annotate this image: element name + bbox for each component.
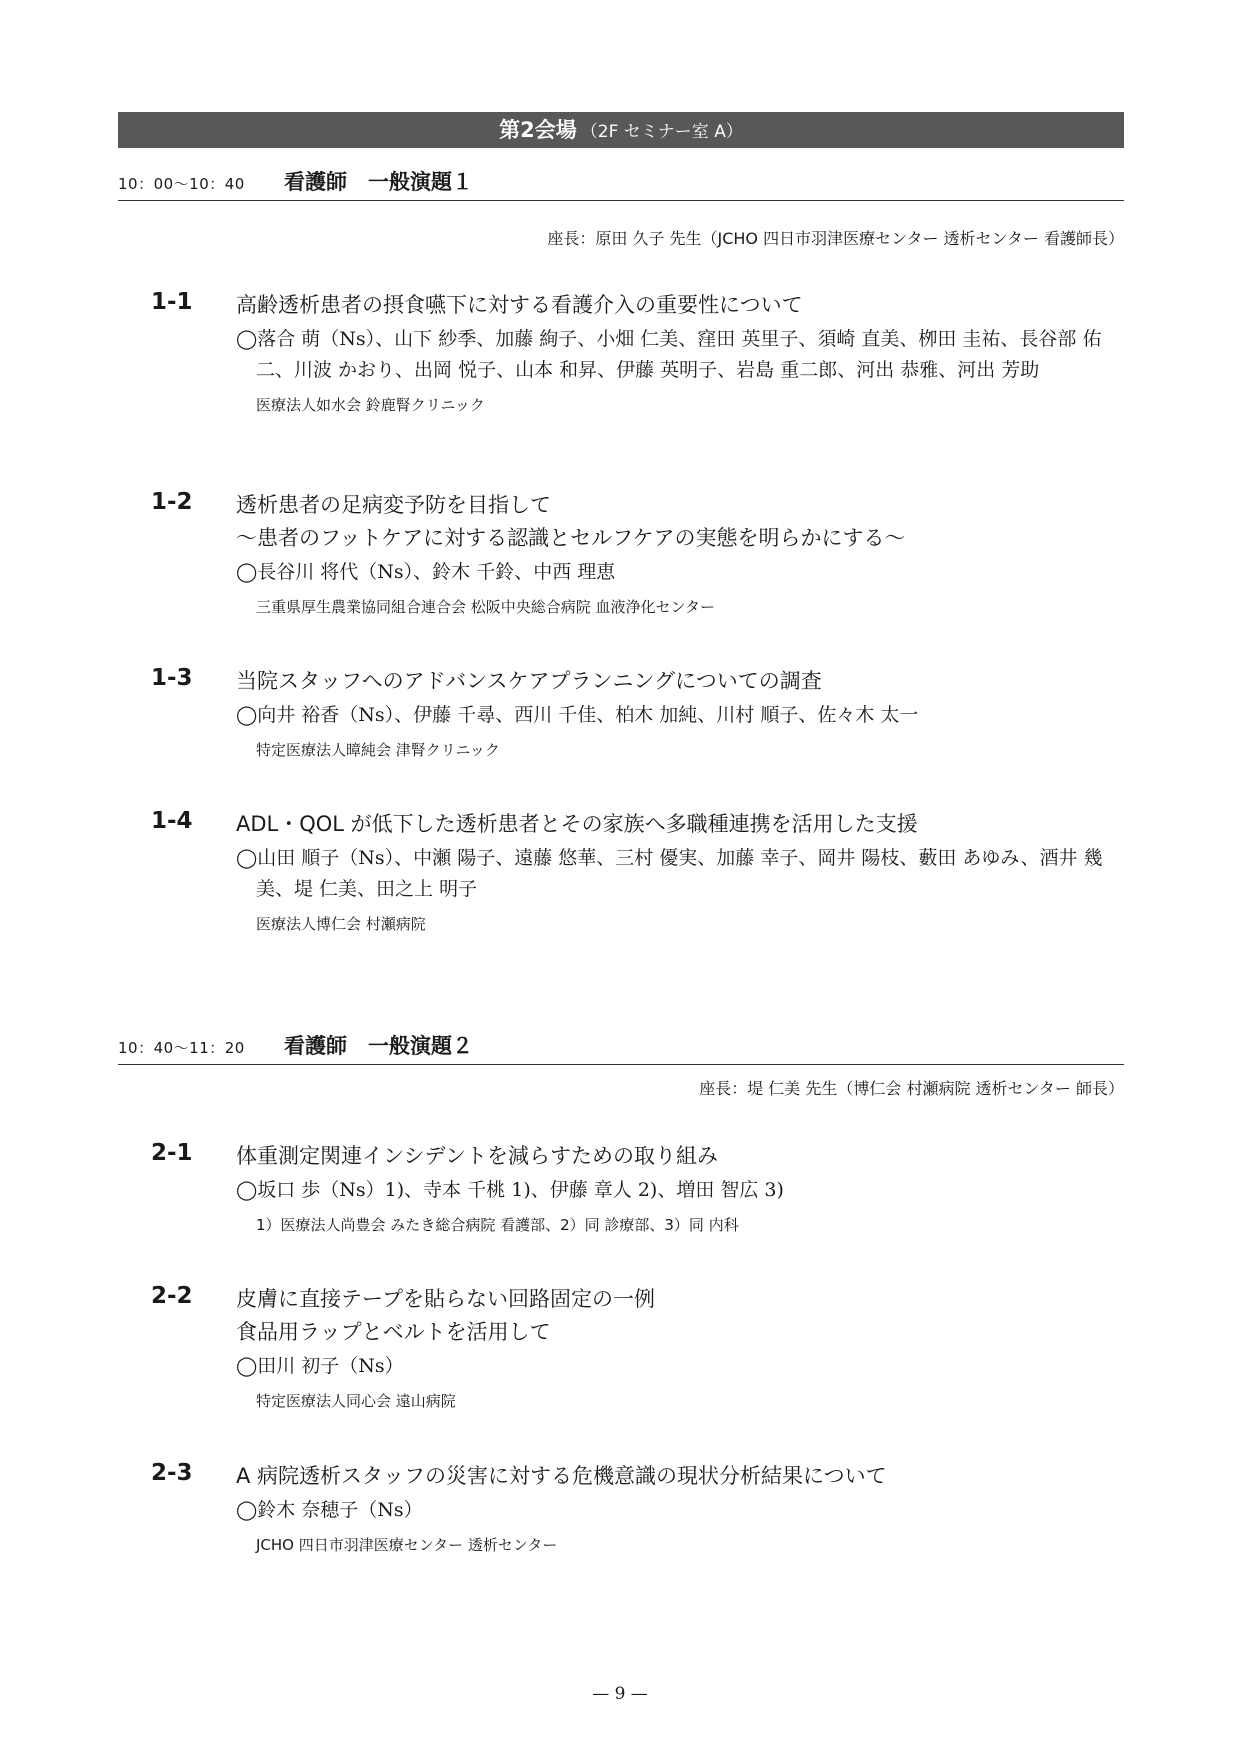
abstract-title: 当院スタッフへのアドバンスケアプランニングについての調査 [236, 669, 822, 693]
venue-header [118, 112, 1124, 148]
abstract-authors: ◯山田 順子（Ns）、中瀬 陽子、遠藤 悠華、三村 優実、加藤 幸子、岡井 陽枝、藪田 あゆみ、酒井 幾美、堤 仁美、田之上 明子 [236, 847, 1103, 900]
abstract-authors: ◯鈴木 奈穂子（Ns） [236, 1499, 423, 1521]
abstract-title: A 病院透析スタッフの災害に対する危機意識の現状分析結果について [236, 1464, 887, 1488]
abstract-title: ADL・QOL が低下した透析患者とその家族へ多職種連携を活用した支援 [236, 812, 918, 836]
abstract-number: 1-4 [151, 808, 193, 834]
venue-room: （2F セミナー室 A） [580, 122, 743, 142]
abstract-subtitle: 食品用ラップとベルトを活用して [236, 1320, 551, 1344]
abstract-title: 皮膚に直接テープを貼らない回路固定の一例 [236, 1287, 655, 1311]
abstract-title: 体重測定関連インシデントを減らすための取り組み [236, 1144, 719, 1168]
abstract-affiliation: 三重県厚生農業協同組合連合会 松阪中央総合病院 血液浄化センター [256, 598, 715, 616]
session-title: 看護師 一般演題１ [284, 170, 473, 194]
abstract-number: 1-1 [151, 289, 193, 315]
abstract-subtitle: 〜患者のフットケアに対する認識とセルフケアの実態を明らかにする〜 [236, 526, 906, 550]
abstract-title: 透析患者の足病変予防を目指して [236, 493, 551, 517]
abstract-authors: ◯向井 裕香（Ns）、伊藤 千尋、西川 千佳、柏木 加純、川村 順子、佐々木 太一 [236, 704, 919, 726]
abstract-number: 2-2 [151, 1283, 193, 1309]
session-title: 看護師 一般演題２ [284, 1034, 473, 1058]
page-number: — 9 — [592, 1684, 648, 1704]
abstract-authors: ◯長谷川 将代（Ns）、鈴木 千鈴、中西 理恵 [236, 561, 616, 583]
abstract-number: 2-3 [151, 1460, 193, 1486]
abstract-number: 1-3 [151, 665, 193, 691]
abstract-authors: ◯坂口 歩（Ns）1)、寺本 千桃 1)、伊藤 章人 2)、増田 智広 3) [236, 1179, 784, 1201]
abstract-title: 高齢透析患者の摂食嚥下に対する看護介入の重要性について [236, 293, 803, 317]
abstract-affiliation: 医療法人如水会 鈴鹿腎クリニック [256, 396, 485, 414]
abstract-affiliation: JCHO 四日市羽津医療センター 透析センター [256, 1536, 558, 1554]
abstract-number: 2-1 [151, 1140, 193, 1166]
abstract-affiliation: 特定医療法人暲純会 津腎クリニック [256, 741, 500, 759]
venue-name: 第2会場 [499, 118, 577, 142]
session-time: 10：40〜11：20 [118, 1039, 245, 1057]
session-chair: 座長：堤 仁美 先生（博仁会 村瀬病院 透析センター 師長） [699, 1079, 1124, 1098]
abstract-number: 1-2 [151, 489, 193, 515]
abstract-affiliation: 1）医療法人尚豊会 みたき総合病院 看護部、2）同 診療部、3）同 内科 [256, 1216, 739, 1234]
abstract-authors: ◯田川 初子（Ns） [236, 1355, 404, 1377]
abstract-affiliation: 特定医療法人同心会 遠山病院 [256, 1392, 456, 1410]
abstract-authors: ◯落合 萌（Ns）、山下 紗季、加藤 絢子、小畑 仁美、窪田 英里子、須崎 直美、栁田 圭祐、長谷部 佑二、川波 かおり、出岡 悦子、山本 和昇、伊藤 英明子、岩島 重二郎、河出 恭雅、河出 芳助 [236, 328, 1102, 381]
session-header [118, 162, 1124, 201]
session-chair: 座長：原田 久子 先生（JCHO 四日市羽津医療センター 透析センター 看護師長） [547, 229, 1124, 248]
session-header [118, 1026, 1124, 1065]
session-time: 10：00〜10：40 [118, 175, 245, 193]
abstract-affiliation: 医療法人博仁会 村瀬病院 [256, 915, 426, 933]
